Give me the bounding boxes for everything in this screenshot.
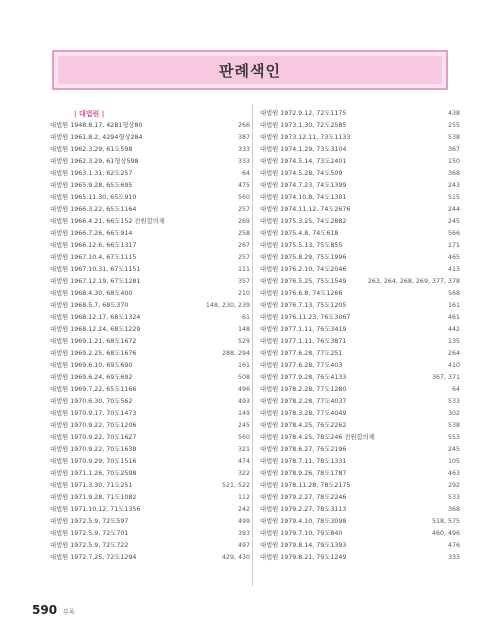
title-box: [52, 50, 448, 90]
case-entry: [50, 552, 250, 564]
case-entry: [260, 456, 460, 468]
case-citation: 대법원 1978.6.27, 76도2196: [260, 446, 347, 453]
case-citation: 대법원 1968.4.30, 68도400: [50, 290, 133, 297]
case-entry: [50, 420, 250, 432]
case-citation: 대법원 1974.5.28, 74도509: [260, 170, 343, 177]
case-entry: [260, 492, 460, 504]
case-entry: [50, 120, 250, 132]
case-entry: [50, 432, 250, 444]
page-reference: 538: [447, 422, 460, 429]
case-entry: [50, 372, 250, 384]
case-entry: [50, 300, 250, 312]
page-reference: 333: [447, 554, 460, 561]
case-citation: 대법원 1967.10.31, 67도1151: [50, 266, 141, 273]
case-citation: 대법원 1967.10.4, 67도1115: [50, 254, 137, 261]
case-citation: 대법원 1966.7.26, 66도914: [50, 230, 133, 237]
case-entry: [50, 276, 250, 288]
case-citation: 대법원 1970.9.22, 70도1206: [50, 422, 137, 429]
page-reference: 553: [447, 434, 460, 441]
page-reference: 367, 371: [431, 374, 460, 381]
case-entry: [260, 180, 460, 192]
page-reference: 429, 430: [221, 554, 250, 561]
case-citation: 대법원 1973.1.30, 72도2585: [260, 122, 347, 129]
case-entry: [260, 276, 460, 288]
case-entry: [260, 192, 460, 204]
page-reference: 111: [237, 266, 250, 273]
case-entry: [50, 216, 250, 228]
case-entry: [260, 504, 460, 516]
case-citation: 대법원 1972.9.12, 72도1175: [260, 110, 347, 117]
page-reference: 245: [447, 218, 460, 225]
case-citation: 대법원 1970.9.29, 70도1516: [50, 458, 137, 465]
page-reference: 148: [237, 326, 250, 333]
page-reference: 387: [237, 134, 250, 141]
case-citation: 대법원 1978.4.25, 78도246 전원합의체: [260, 434, 375, 441]
page-reference: 267: [237, 242, 250, 249]
page-reference: 367: [447, 146, 460, 153]
case-citation: 대법원 1975.5.13, 75도855: [260, 242, 343, 249]
case-entry: [260, 240, 460, 252]
page-reference: 322: [237, 470, 250, 477]
case-citation: 대법원 1978.7.11, 78도1331: [260, 458, 347, 465]
case-entry: [260, 252, 460, 264]
case-citation: 대법원 1972.5.9, 72도597: [50, 518, 129, 525]
case-entry: [50, 516, 250, 528]
case-citation: 대법원 1978.2.28, 77도1280: [260, 386, 347, 393]
case-citation: 대법원 1978.4.25, 76도2262: [260, 422, 347, 429]
page-reference: 243: [447, 182, 460, 189]
case-citation: 대법원 1979.7.10, 79도840: [260, 530, 343, 537]
case-citation: 대법원 1961.8.2, 4294형상284: [50, 134, 143, 141]
case-citation: 대법원 1969.6.10, 69도690: [50, 362, 133, 369]
case-citation: 대법원 1948.8.17, 4281형상80: [50, 122, 143, 129]
page-reference: 461: [447, 314, 460, 321]
case-entry: [260, 480, 460, 492]
case-citation: 대법원 1976.5.25, 75도1549: [260, 278, 347, 285]
page-reference: 497: [237, 542, 250, 549]
case-citation: 대법원 1975.3.25, 74도2882: [260, 218, 347, 225]
right-column: [260, 108, 460, 564]
case-entry: [260, 444, 460, 456]
page-reference: 560: [237, 194, 250, 201]
page-reference: 135: [447, 338, 460, 345]
section-header: | 대법원 |: [74, 110, 105, 118]
case-citation: 대법원 1979.4.10, 78도3098: [260, 518, 347, 525]
case-entry: [50, 384, 250, 396]
case-citation: 대법원 1969.7.22, 65도1166: [50, 386, 137, 393]
case-citation: 대법원 1976.7.13, 75도1205: [260, 302, 347, 309]
page-reference: 264: [447, 350, 460, 357]
case-entry: [260, 540, 460, 552]
case-entry: [260, 420, 460, 432]
page-reference: 257: [237, 206, 250, 213]
case-entry: [50, 360, 250, 372]
page-reference: 61: [241, 314, 250, 321]
case-entry: [50, 492, 250, 504]
page-reference: 438: [447, 110, 460, 117]
page-reference: 292: [447, 482, 460, 489]
case-citation: 대법원 1977.1.11, 76도3871: [260, 338, 347, 345]
page-reference: 245: [237, 422, 250, 429]
case-entry: [50, 324, 250, 336]
case-citation: 대법원 1975.8.29, 75도1996: [260, 254, 347, 261]
page-reference: 460, 496: [431, 530, 460, 537]
page-reference: 333: [237, 146, 250, 153]
page-reference: 521, 522: [221, 482, 250, 489]
case-citation: 대법원 1976.11.23, 76도3067: [260, 314, 351, 321]
case-citation: 대법원 1970.9.22, 70도1638: [50, 446, 137, 453]
footer-label: 부록: [63, 609, 75, 616]
case-citation: 대법원 1963.1.31, 62도257: [50, 170, 133, 177]
case-citation: 대법원 1968.5.7, 68도370: [50, 302, 129, 309]
page-reference: 560: [237, 434, 250, 441]
page-reference: 368: [447, 506, 460, 513]
case-entry: [260, 408, 460, 420]
case-citation: 대법원 1966.12.6, 66도1317: [50, 242, 137, 249]
case-entry: [260, 204, 460, 216]
case-citation: 대법원 1971.1.26, 70도2598: [50, 470, 137, 477]
case-citation: 대법원 1979.8.21, 79도1249: [260, 554, 347, 561]
page-reference: 258: [237, 230, 250, 237]
case-entry: [50, 312, 250, 324]
case-citation: 대법원 1977.1.11, 76도3419: [260, 326, 347, 333]
page-reference: 210: [237, 290, 250, 297]
page-reference: 269: [237, 218, 250, 225]
case-citation: 대법원 1971.9.28, 71도1082: [50, 494, 137, 501]
case-entry: [50, 264, 250, 276]
page-reference: 357: [237, 278, 250, 285]
case-citation: 대법원 1977.6.28, 77도251: [260, 350, 343, 357]
case-entry: [50, 168, 250, 180]
case-entry: [260, 432, 460, 444]
case-entry: [260, 108, 460, 120]
page-reference: 266: [237, 122, 250, 129]
case-citation: 대법원 1976.2.10, 74도2046: [260, 266, 347, 273]
case-citation: 대법원 1972.5.9, 72도722: [50, 542, 129, 549]
case-citation: 대법원 1974.1.29, 73도3104: [260, 146, 347, 153]
case-entry: [260, 516, 460, 528]
case-entry: [260, 528, 460, 540]
case-entry: [260, 312, 460, 324]
page-reference: 105: [447, 458, 460, 465]
case-citation: 대법원 1973.12.11, 73도1133: [260, 134, 351, 141]
case-citation: 대법원 1975.4.8, 74도618: [260, 230, 339, 237]
case-citation: 대법원 1979.2.27, 78도3113: [260, 506, 347, 513]
page-reference: 368: [447, 170, 460, 177]
case-citation: 대법원 1972.7.25, 72도1294: [50, 554, 137, 561]
case-entry: [260, 144, 460, 156]
page-reference: 148, 230, 239: [205, 302, 250, 309]
page-reference: 161: [447, 302, 460, 309]
case-entry: [260, 264, 460, 276]
case-entry: [50, 144, 250, 156]
left-column: [50, 108, 250, 564]
case-citation: 대법원 1968.12.17, 68도1324: [50, 314, 141, 321]
page-reference: 515: [447, 194, 460, 201]
case-citation: 대법원 1974.11.12, 74도2676: [260, 206, 351, 213]
case-citation: 대법원 1978.11.28, 78도2175: [260, 482, 351, 489]
page-reference: 529: [237, 338, 250, 345]
case-entry: [50, 456, 250, 468]
case-entry: [50, 444, 250, 456]
case-entry: [260, 132, 460, 144]
page-reference: 255: [447, 122, 460, 129]
column-divider: [252, 104, 253, 586]
case-entry: [260, 384, 460, 396]
case-entry: [260, 168, 460, 180]
page-reference: 474: [237, 458, 250, 465]
case-citation: 대법원 1971.3.30, 71도251: [50, 482, 133, 489]
case-citation: 대법원 1970.9.22, 70도1627: [50, 434, 137, 441]
case-entry: [260, 156, 460, 168]
case-entry: [50, 540, 250, 552]
case-entry: [260, 372, 460, 384]
page-reference: 476: [447, 542, 460, 549]
page-reference: 244: [447, 206, 460, 213]
case-entry: [260, 300, 460, 312]
page-reference: 112: [237, 494, 250, 501]
page-reference: 463: [447, 470, 460, 477]
page-reference: 475: [237, 182, 250, 189]
case-citation: 대법원 1965.9.28, 65도695: [50, 182, 133, 189]
case-citation: 대법원 1974.10.8, 74도1301: [260, 194, 347, 201]
case-entry: [50, 156, 250, 168]
page-reference: 533: [447, 494, 460, 501]
page-reference: 493: [237, 398, 250, 405]
case-citation: 대법원 1974.5.14, 73도2401: [260, 158, 347, 165]
page-reference: 533: [447, 398, 460, 405]
case-entry: [50, 240, 250, 252]
case-citation: 대법원 1967.12.19, 67도1281: [50, 278, 141, 285]
case-entry: [50, 228, 250, 240]
case-entry: [50, 468, 250, 480]
page-reference: 302: [447, 410, 460, 417]
case-entry: [260, 228, 460, 240]
case-entry: [50, 504, 250, 516]
case-entry: [50, 396, 250, 408]
page-footer: [32, 603, 75, 617]
page-reference: 64: [451, 386, 460, 393]
case-entry: [50, 132, 250, 144]
case-citation: 대법원 1976.6.8, 74도1266: [260, 290, 343, 297]
page-reference: 149: [237, 410, 250, 417]
case-citation: 대법원 1962.3.29, 61도598: [50, 146, 133, 153]
page-reference: 393: [237, 530, 250, 537]
case-entry: [260, 120, 460, 132]
page-reference: 321: [237, 446, 250, 453]
case-entry: [50, 348, 250, 360]
page-reference: 568: [447, 290, 460, 297]
page-reference: 518, 575: [431, 518, 460, 525]
case-entry: [50, 204, 250, 216]
case-entry: [50, 192, 250, 204]
case-entry: [260, 324, 460, 336]
case-entry: [260, 348, 460, 360]
case-citation: 대법원 1972.5.9, 72도701: [50, 530, 129, 537]
page-number: 590: [32, 603, 58, 617]
case-entry: [260, 360, 460, 372]
case-entry: [50, 180, 250, 192]
page-reference: 263, 264, 268, 269, 377, 378: [367, 278, 460, 285]
page-reference: 465: [447, 254, 460, 261]
case-entry: [50, 252, 250, 264]
page-reference: 257: [237, 254, 250, 261]
case-entry: [50, 408, 250, 420]
case-citation: 대법원 1968.12.24, 68도1229: [50, 326, 141, 333]
right-case-list: [260, 108, 460, 564]
case-citation: 대법원 1978.2.28, 77도4037: [260, 398, 347, 405]
page-reference: 442: [447, 326, 460, 333]
page-reference: 496: [237, 386, 250, 393]
left-case-list: [50, 120, 250, 564]
case-citation: 대법원 1978.3.28, 77도4049: [260, 410, 347, 417]
case-citation: 대법원 1978.9.26, 78도1787: [260, 470, 347, 477]
page-reference: 161: [237, 362, 250, 369]
page-reference: 566: [447, 230, 460, 237]
case-citation: 대법원 1979.2.27, 78도2246: [260, 494, 347, 501]
case-citation: 대법원 1970.9.17, 70도1473: [50, 410, 137, 417]
case-entry: [260, 336, 460, 348]
case-citation: 대법원 1966.4.21, 66도152 전원합의체: [50, 218, 165, 225]
case-entry: [260, 288, 460, 300]
page-reference: 150: [447, 158, 460, 165]
case-entry: [260, 396, 460, 408]
page-reference: 242: [237, 506, 250, 513]
page-reference: 288, 294: [221, 350, 250, 357]
case-citation: 대법원 1977.9.28, 76도4133: [260, 374, 347, 381]
case-citation: 대법원 1969.2.25, 68도1676: [50, 350, 137, 357]
case-citation: 대법원 1962.3.29, 61형상598: [50, 158, 139, 165]
page-reference: 538: [447, 134, 460, 141]
page-reference: 508: [237, 374, 250, 381]
page-reference: 64: [241, 170, 250, 177]
case-citation: 대법원 1974.7.23, 74도1399: [260, 182, 347, 189]
case-citation: 대법원 1965.11.30, 65도910: [50, 194, 137, 201]
page-reference: 171: [447, 242, 460, 249]
case-citation: 대법원 1969.1.21, 68도1672: [50, 338, 137, 345]
case-citation: 대법원 1971.10.12, 71도1356: [50, 506, 141, 513]
case-entry: [50, 336, 250, 348]
title-banner: [57, 55, 443, 85]
case-entry: [260, 468, 460, 480]
case-entry: [260, 552, 460, 564]
page-reference: 410: [447, 362, 460, 369]
page-title: 판례색인: [219, 61, 281, 80]
page-reference: 333: [237, 158, 250, 165]
case-entry: [50, 528, 250, 540]
case-citation: 대법원 1977.6.28, 77도403: [260, 362, 343, 369]
page-reference: 499: [237, 518, 250, 525]
case-citation: 대법원 1970.6.30, 70도562: [50, 398, 133, 405]
page-reference: 245: [447, 446, 460, 453]
case-citation: 대법원 1969.6.24, 69도692: [50, 374, 133, 381]
case-entry: [50, 480, 250, 492]
case-citation: 대법원 1966.3.22, 65도1164: [50, 206, 137, 213]
case-citation: 대법원 1979.8.14, 79도1393: [260, 542, 347, 549]
case-entry: [260, 216, 460, 228]
page-reference: 413: [447, 266, 460, 273]
case-entry: [50, 288, 250, 300]
